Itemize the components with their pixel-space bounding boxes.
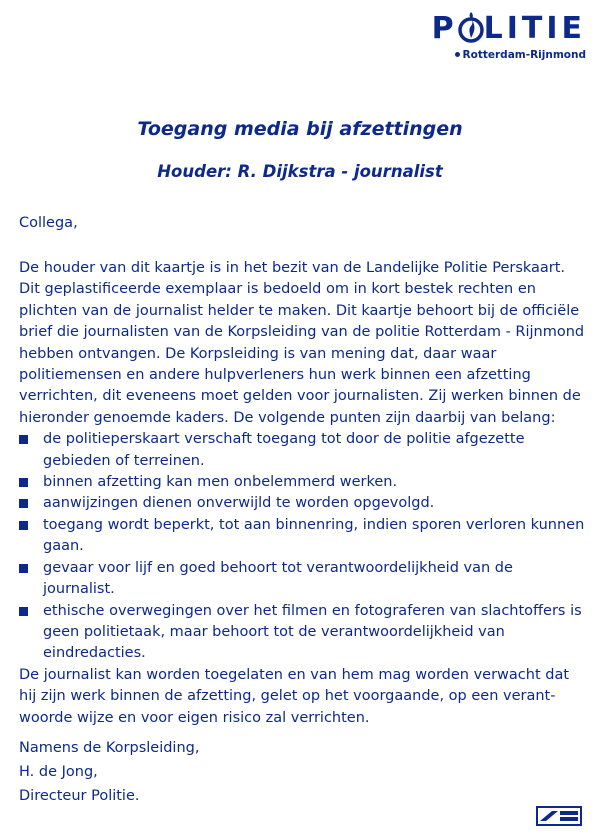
signature-block xyxy=(19,736,199,808)
logo-letter-p: P xyxy=(431,11,458,46)
logo-wordmark xyxy=(406,10,586,47)
square-bullet-icon xyxy=(19,521,28,530)
logo-region xyxy=(406,49,586,61)
signature-title: Directeur Politie. xyxy=(19,788,140,804)
list-item: binnen afzetting kan men onbelemmerd werken. xyxy=(19,472,589,493)
square-bullet-icon xyxy=(19,499,28,508)
list-item: aanwijzingen dienen onverwijld te worden opgevolgd. xyxy=(19,493,589,514)
square-bullet-icon xyxy=(19,435,28,444)
greeting: Collega, xyxy=(19,215,78,231)
logo-region-text: Rotterdam-Rijnmond xyxy=(462,49,586,61)
list-item: ethische overwegingen over het filmen en fotograferen van slachtoffers is geen politietaak, maar behoort tot de verantwoordelijkheid van eindredacties. xyxy=(19,601,589,665)
square-bullet-icon xyxy=(19,607,28,616)
document-title: Toegang media bij afzettingen xyxy=(137,118,463,140)
logo-letters-litie: LITIE xyxy=(483,11,586,46)
police-flame-emblem-icon xyxy=(458,10,484,44)
document-body xyxy=(19,258,589,729)
square-bullet-icon xyxy=(19,478,28,487)
list-item: toegang wordt beperkt, tot aan binnenring, indien sporen verloren kunnen gaan. xyxy=(19,515,589,558)
politie-logo xyxy=(406,10,586,61)
signature-line-1: Namens de Korpsleiding, xyxy=(19,740,200,756)
conclusion-paragraph: De journalist kan worden toegelaten en van hem mag worden verwacht dat hij zijn werk binnen de afzetting, gelet op het voorgaande, op een verant-woorde wijze en voor eigen risico zal verrichten. xyxy=(19,666,570,726)
intro-paragraph: De houder van dit kaartje is in het bezit van de Landelijke Politie Perskaart. Dit geplastificeerde exemplaar is bedoeld om in kort bestek rechten en plichten van de journalist helder te maken. Dit kaartje behoort bij de officiële brief die journalisten van de Korpsleiding van de politie Rotterdam - Rijnmond hebben ontvangen. De Korpsleiding is van mening dat, daar waar politiemensen en andere hulpverleners hun werk binnen een afzetting verrichten, dit eveneens moet gelden voor journalisten. Zij werken binnen de hieronder genoemde kaders. De volgende punten zijn daarbij van belang: xyxy=(19,260,585,426)
square-bullet-icon xyxy=(19,564,28,573)
signature-name: H. de Jong, xyxy=(19,764,98,780)
list-item: gevaar voor lijf en goed behoort tot verantwoordelijkheid van de journalist. xyxy=(19,558,589,601)
rules-list xyxy=(19,429,589,664)
police-stripe-badge-icon xyxy=(536,806,582,826)
list-item: de politieperskaart verschaft toegang tot door de politie afgezette gebieden of terreinen. xyxy=(19,429,589,472)
document-subtitle: Houder: R. Dijkstra - journalist xyxy=(157,162,443,181)
bullet-dot-icon xyxy=(455,52,460,57)
